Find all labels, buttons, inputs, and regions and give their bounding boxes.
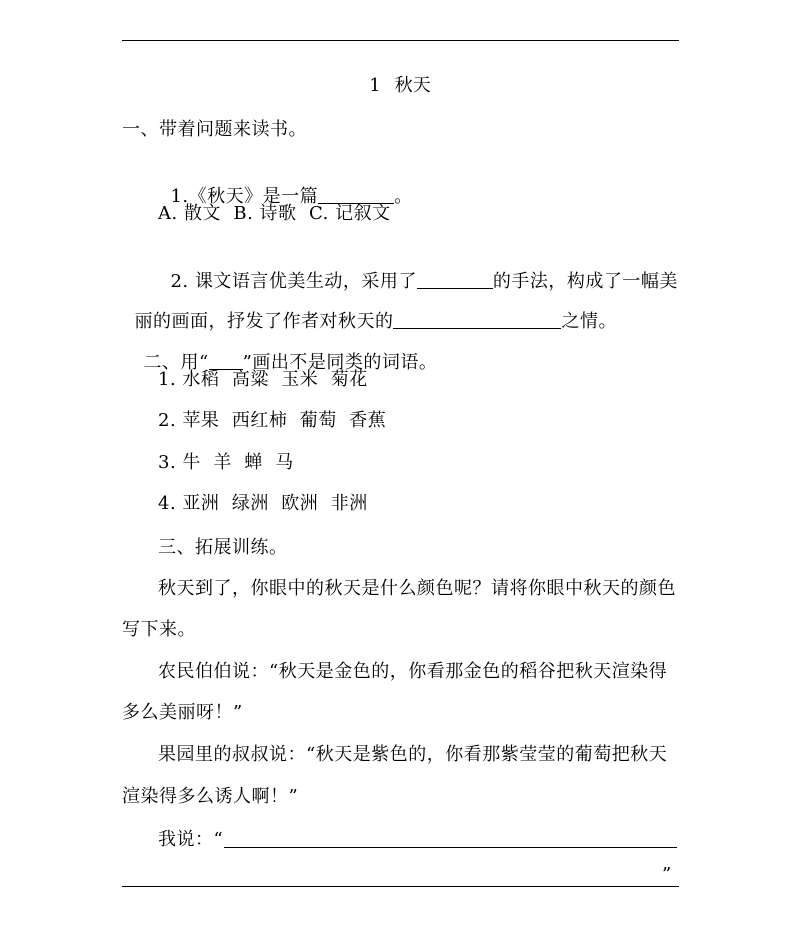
page-title bbox=[0, 74, 800, 98]
word-group-1: 1. 水稻 高粱 玉米 菊花 bbox=[158, 369, 368, 390]
bottom-rule bbox=[122, 886, 679, 887]
question-2-line2: 丽的画面，抒发了作者对秋天的 之情。 bbox=[134, 311, 617, 332]
section2-heading: 二、用“ ”画出不是同类的词语。 bbox=[143, 352, 438, 373]
uncle-line-1: 果园里的叔叔说：“秋天是紫色的，你看那紫莹莹的葡萄把秋天 bbox=[158, 744, 668, 765]
word-group-2: 2. 苹果 西红柿 葡萄 香蕉 bbox=[158, 410, 387, 431]
lesson-number: 1 bbox=[369, 75, 381, 96]
section3-heading: 三、拓展训练。 bbox=[158, 537, 288, 558]
word-group-3: 3. 牛 羊 蝉 马 bbox=[158, 452, 294, 473]
section1-heading: 一、带着问题来读书。 bbox=[122, 119, 307, 140]
farmer-line-2: 多么美丽呀！” bbox=[122, 702, 243, 723]
intro-line-2: 写下来。 bbox=[122, 619, 196, 640]
question-2-line1: 2. 课文语言优美生动，采用了 的手法，构成了一幅美 bbox=[170, 271, 678, 292]
intro-line-1: 秋天到了，你眼中的秋天是什么颜色呢？请将你眼中秋天的颜色 bbox=[158, 578, 676, 599]
question-1-options: A. 散文 B. 诗歌 C. 记叙文 bbox=[158, 203, 391, 224]
farmer-line-1: 农民伯伯说：“秋天是金色的，你看那金色的稻谷把秋天渲染得 bbox=[158, 661, 668, 682]
my-answer-close-quote: ” bbox=[662, 864, 672, 885]
word-group-4: 4. 亚洲 绿洲 欧洲 非洲 bbox=[158, 493, 368, 514]
top-rule bbox=[122, 40, 679, 41]
my-answer-blank bbox=[224, 847, 677, 848]
my-answer-prefix: 我说：“ bbox=[158, 829, 224, 850]
question-1: 1.《秋天》是一篇 。 bbox=[170, 186, 413, 207]
uncle-line-2: 渲染得多么诱人啊！” bbox=[122, 786, 299, 807]
lesson-title: 秋天 bbox=[394, 75, 431, 96]
